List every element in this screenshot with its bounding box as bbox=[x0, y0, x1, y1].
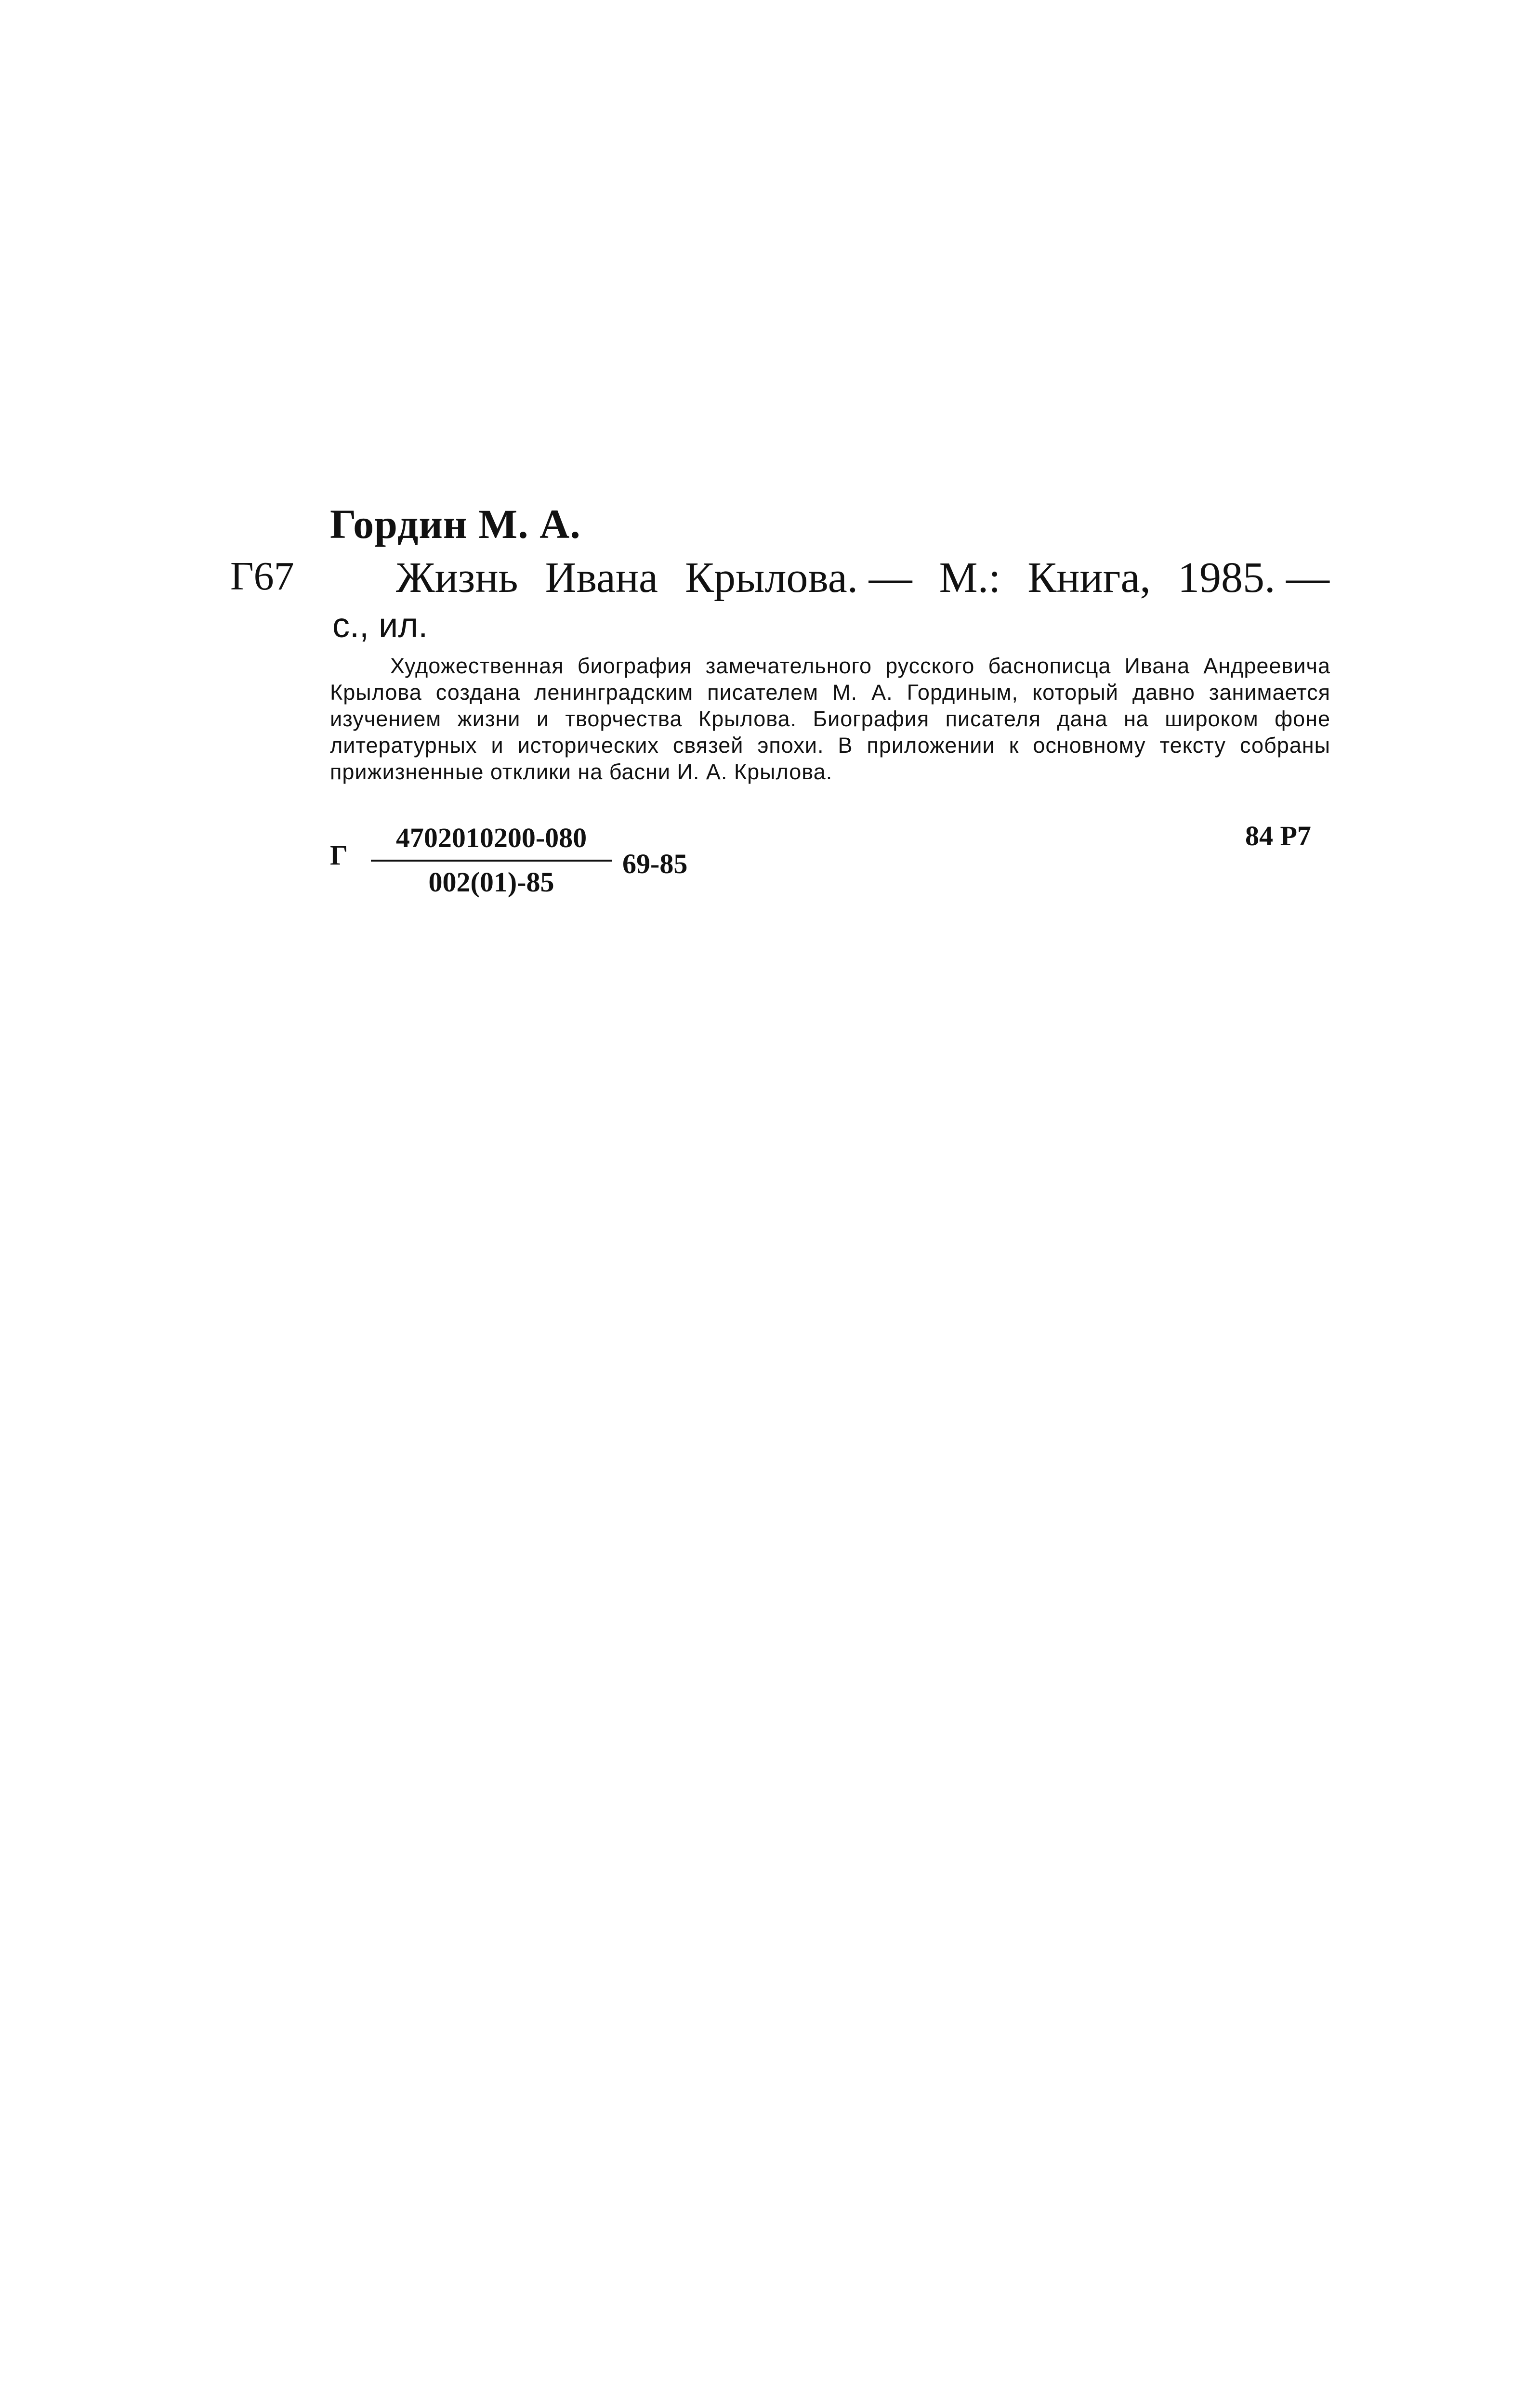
fraction-denominator: 002(01)-85 bbox=[428, 866, 554, 898]
annotation-paragraph: Художественная биография замечательного русского баснописца Ивана Андреевича Крылова создана ленинградским писателем М. А. Гординым, который давно занимается изучением жизни и творчества Крылова. Биография писателя дана на широком фоне литературных и исторических связей эпохи. В приложении к основному тексту собраны прижизненные отклики на басни И. А. Крылова. bbox=[330, 654, 1330, 784]
publisher-place: М.: bbox=[939, 554, 1001, 602]
title-word: Ивана bbox=[545, 554, 658, 602]
publication-year: 1985. — bbox=[1177, 554, 1329, 602]
title-line bbox=[396, 553, 1329, 602]
title-word: Крылова. — bbox=[684, 554, 912, 602]
publisher-name: Книга, bbox=[1027, 554, 1151, 602]
classification-suffix: 69-85 bbox=[622, 848, 688, 879]
author-name: Гордин М. А. bbox=[330, 501, 581, 547]
shelf-code: Г67 bbox=[230, 554, 294, 599]
title-word: Жизнь bbox=[396, 554, 518, 602]
fraction-divider bbox=[371, 860, 612, 862]
classification-letter: Г bbox=[330, 839, 348, 871]
bbk-index: 84 Р7 bbox=[1245, 820, 1311, 851]
physical-description: с., ил. bbox=[332, 606, 428, 645]
classification-fraction bbox=[371, 821, 612, 899]
fraction-numerator: 4702010200-080 bbox=[395, 822, 587, 853]
